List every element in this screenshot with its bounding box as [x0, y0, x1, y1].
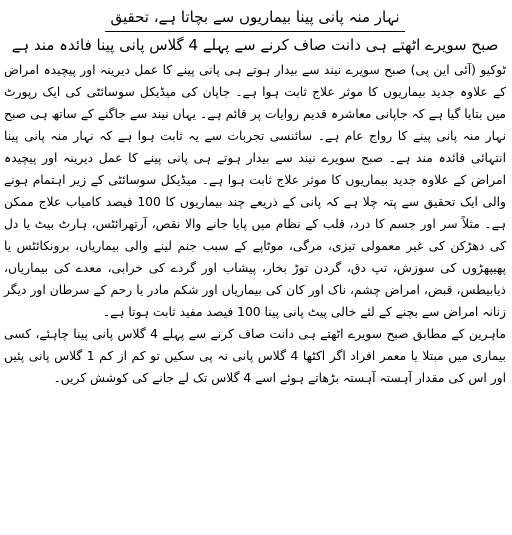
article-paragraph: ماہرین کے مطابق صبح سویرے اٹھتے ہی دانت صاف کرنے سے پہلے 4 گلاس پانی پینا چاہئے، کسی بیماری میں مبتلا یا معمر افراد اگر اکٹھا 4 گلاس پانی نہ پی سکیں تو کم از کم 1 گلاس پانی پئیں اور اس کی مقدار آہستہ آہستہ بڑھاتے ہوئے اسے 4 گلاس تک لے جانے کی کوشش کریں۔ [4, 327, 506, 385]
article-paragraph: ٹوکیو (آئی این پی) صبح سویرے نیند سے بیدار ہوتے ہی پانی پینے کا عمل دیرینہ اور پیچیدہ امراض کے علاوہ جدید بیماریوں کا موثر علاج ثابت ہوا ہے۔ جاپان کی میڈیکل سوسائٹی کی ایک رپورٹ میں بتایا گیا ہے کہ جاپانی معاشرہ قدیم روایات پر قائم ہے۔ یہاں نیند سے جاگنے کے ساتھ ہی صبح نہار منہ پانی پینے کا رواج عام ہے۔ سائنسی تجربات سے یہ ثابت ہوا ہے کہ نہار منہ پانی پینا انتہائی فائدہ مند ہے۔ صبح سویرے نیند سے بیدار ہوتے ہی پانی پینے کا عمل دیرینہ اور پیچیدہ امراض کے علاوہ جدید بیماریوں کا موثر علاج ثابت ہوا ہے۔ میڈیکل سوسائٹی کے زیر اہتمام ہونے والی ایک تحقیق سے پتہ چلا ہے کہ پانی کے ذریعے چند بیماریوں کا 100 فیصد کامیاب علاج ممکن ہے۔ مثلاً سر اور جسم کا درد، قلب کے نظام میں پایا جانے والا نقص، آرتھرائٹس، ہارٹ بیٹ یا دل کی دھڑکن کی غیر معمولی تیزی، مرگی، موٹاپے کے سبب جنم لینے والی بیماریاں، برونکائٹس یا پھیپھڑوں کی سوزش، تپ دق، گردن توڑ بخار، پیشاب اور گردے کی خرابی، معدے کی بیماریاں، ذیابیطس، قبض، امراض چشم، ناک اور کان کی بیماریاں اور شکم مادر یا رحم کے سرطان اور دیگر زنانہ امراض سے بچنے کے لئے خالی پیٹ پانی پینا 100 فیصد مفید ثابت ہوتا ہے۔ [4, 63, 506, 319]
headline-divider [105, 31, 405, 32]
article-subheadline: صبح سویرے اٹھتے ہی دانت صاف کرنے سے پہلے 4 گلاس پانی پینا فائدہ مند ہے [11, 36, 499, 54]
article-body [4, 59, 506, 389]
article-headline: نہار منہ پانی پینا بیماریوں سے بچاتا ہے، تحقیق [110, 8, 400, 26]
